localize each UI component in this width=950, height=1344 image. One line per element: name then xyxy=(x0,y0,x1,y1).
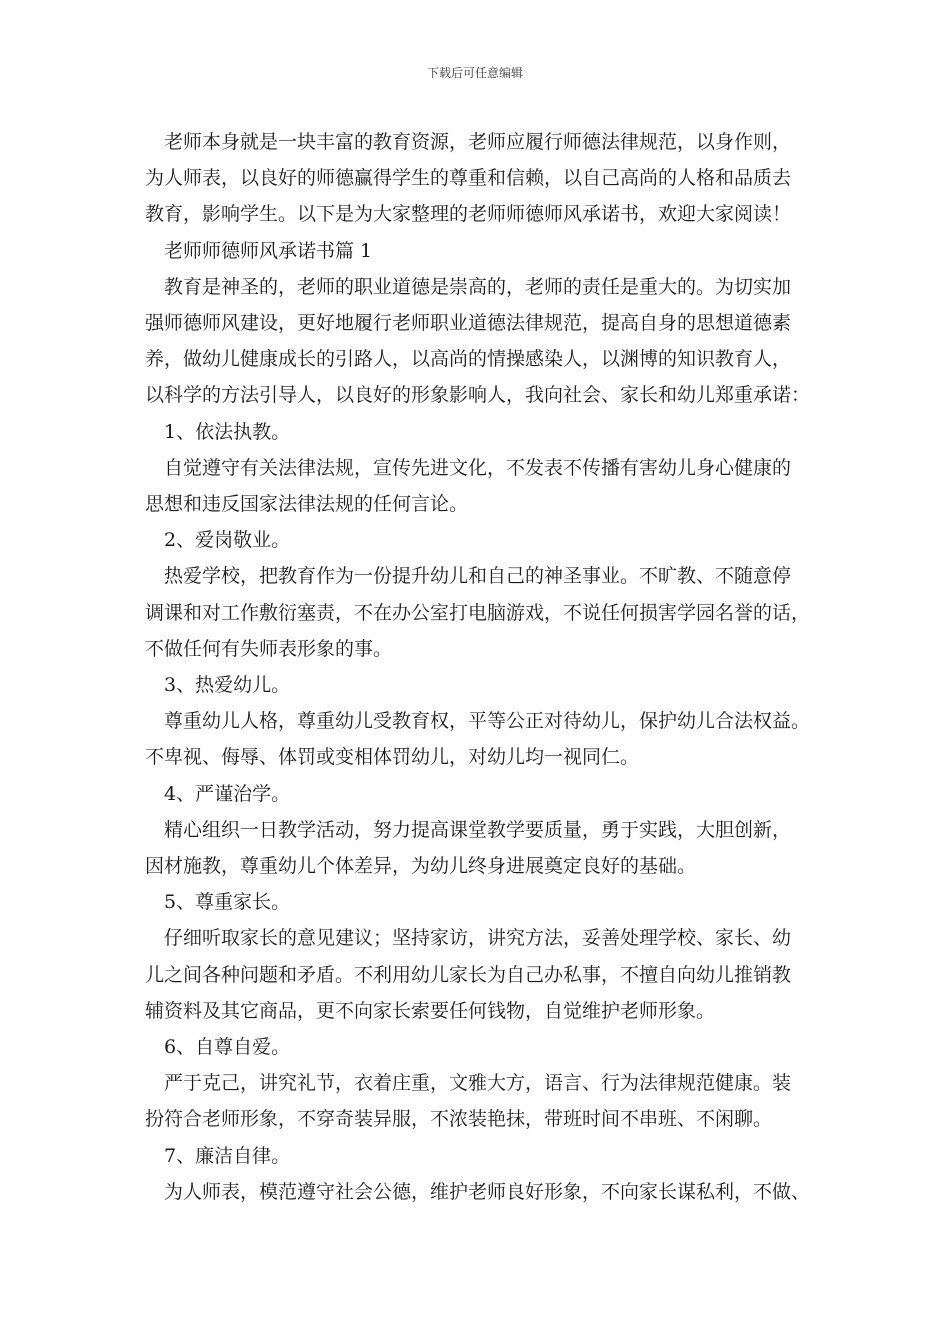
text-line: 因材施教，尊重幼儿个体差异，为幼儿终身进展奠定良好的基础。 xyxy=(145,855,697,878)
text-line: 思想和违反国家法律法规的任何言论。 xyxy=(145,493,469,516)
text-line: 不做任何有失师表形象的事。 xyxy=(145,637,393,660)
page-header: 下载后可任意编辑 xyxy=(426,66,523,80)
item-heading: 2、爱岗敬业。 xyxy=(164,529,291,552)
item-heading: 1、依法执教。 xyxy=(164,420,291,443)
text-line: 尊重幼儿人格，尊重幼儿受教育权，平等公正对待幼儿，保护幼儿合法权益。 xyxy=(164,710,811,733)
text-line: 严于克己，讲究礼节，衣着庄重，文雅大方，语言、行为法律规范健康。装 xyxy=(164,1072,792,1095)
text-line: 扮符合老师形象，不穿奇装异服，不浓装艳抹，带班时间不串班、不闲聊。 xyxy=(145,1108,773,1131)
item-heading: 5、尊重家长。 xyxy=(164,891,291,914)
item-heading: 3、热爱幼儿。 xyxy=(164,674,291,697)
item-heading: 7、廉洁自律。 xyxy=(164,1144,291,1167)
text-line: 为人师表，模范遵守社会公德，维护老师良好形象，不向家长谋私利，不做、 xyxy=(164,1180,811,1203)
text-line: 教育是神圣的，老师的职业道德是崇高的，老师的责任是重大的。为切实加 xyxy=(164,275,792,298)
text-line: 儿之间各种问题和矛盾。不利用幼儿家长为自己办私事，不擅自向幼儿推销教 xyxy=(145,963,792,986)
item-heading: 6、自尊自爱。 xyxy=(164,1036,291,1059)
section-title: 老师师德师风承诺书篇 1 xyxy=(164,239,373,262)
text-line: 强师德师风建设，更好地履行老师职业道德法律规范，提高自身的思想道德素 xyxy=(145,312,792,335)
text-line: 教育，影响学生。以下是为大家整理的老师师德师风承诺书，欢迎大家阅读！ xyxy=(145,203,792,226)
text-line: 老师本身就是一块丰富的教育资源，老师应履行师德法律规范，以身作则， xyxy=(164,131,792,153)
text-line: 精心组织一日教学活动，努力提高课堂教学要质量，勇于实践，大胆创新， xyxy=(164,818,792,841)
text-line: 辅资料及其它商品，更不向家长索要任何钱物，自觉维护老师形象。 xyxy=(145,999,716,1022)
document-body xyxy=(145,124,825,1210)
text-line: 不卑视、侮辱、体罚或变相体罚幼儿，对幼儿均一视同仁。 xyxy=(145,746,640,769)
text-line: 调课和对工作敷衍塞责，不在办公室打电脑游戏，不说任何损害学园名誉的话， xyxy=(145,601,811,624)
text-line: 热爱学校，把教育作为一份提升幼儿和自己的神圣事业。不旷教、不随意停 xyxy=(164,565,792,588)
text-line: 以科学的方法引导人，以良好的形象影响人，我向社会、家长和幼儿郑重承诺： xyxy=(145,384,811,407)
text-line: 自觉遵守有关法律法规，宣传先进文化，不发表不传播有害幼儿身心健康的 xyxy=(164,456,792,479)
text-line: 养，做幼儿健康成长的引路人，以高尚的情操感染人，以渊博的知识教育人， xyxy=(145,348,792,371)
item-heading: 4、严谨治学。 xyxy=(164,782,291,805)
text-line: 仔细听取家长的意见建议；坚持家访，讲究方法，妥善处理学校、家长、幼 xyxy=(164,927,792,950)
text-line: 为人师表，以良好的师德赢得学生的尊重和信赖，以自己高尚的人格和品质去 xyxy=(145,167,792,190)
